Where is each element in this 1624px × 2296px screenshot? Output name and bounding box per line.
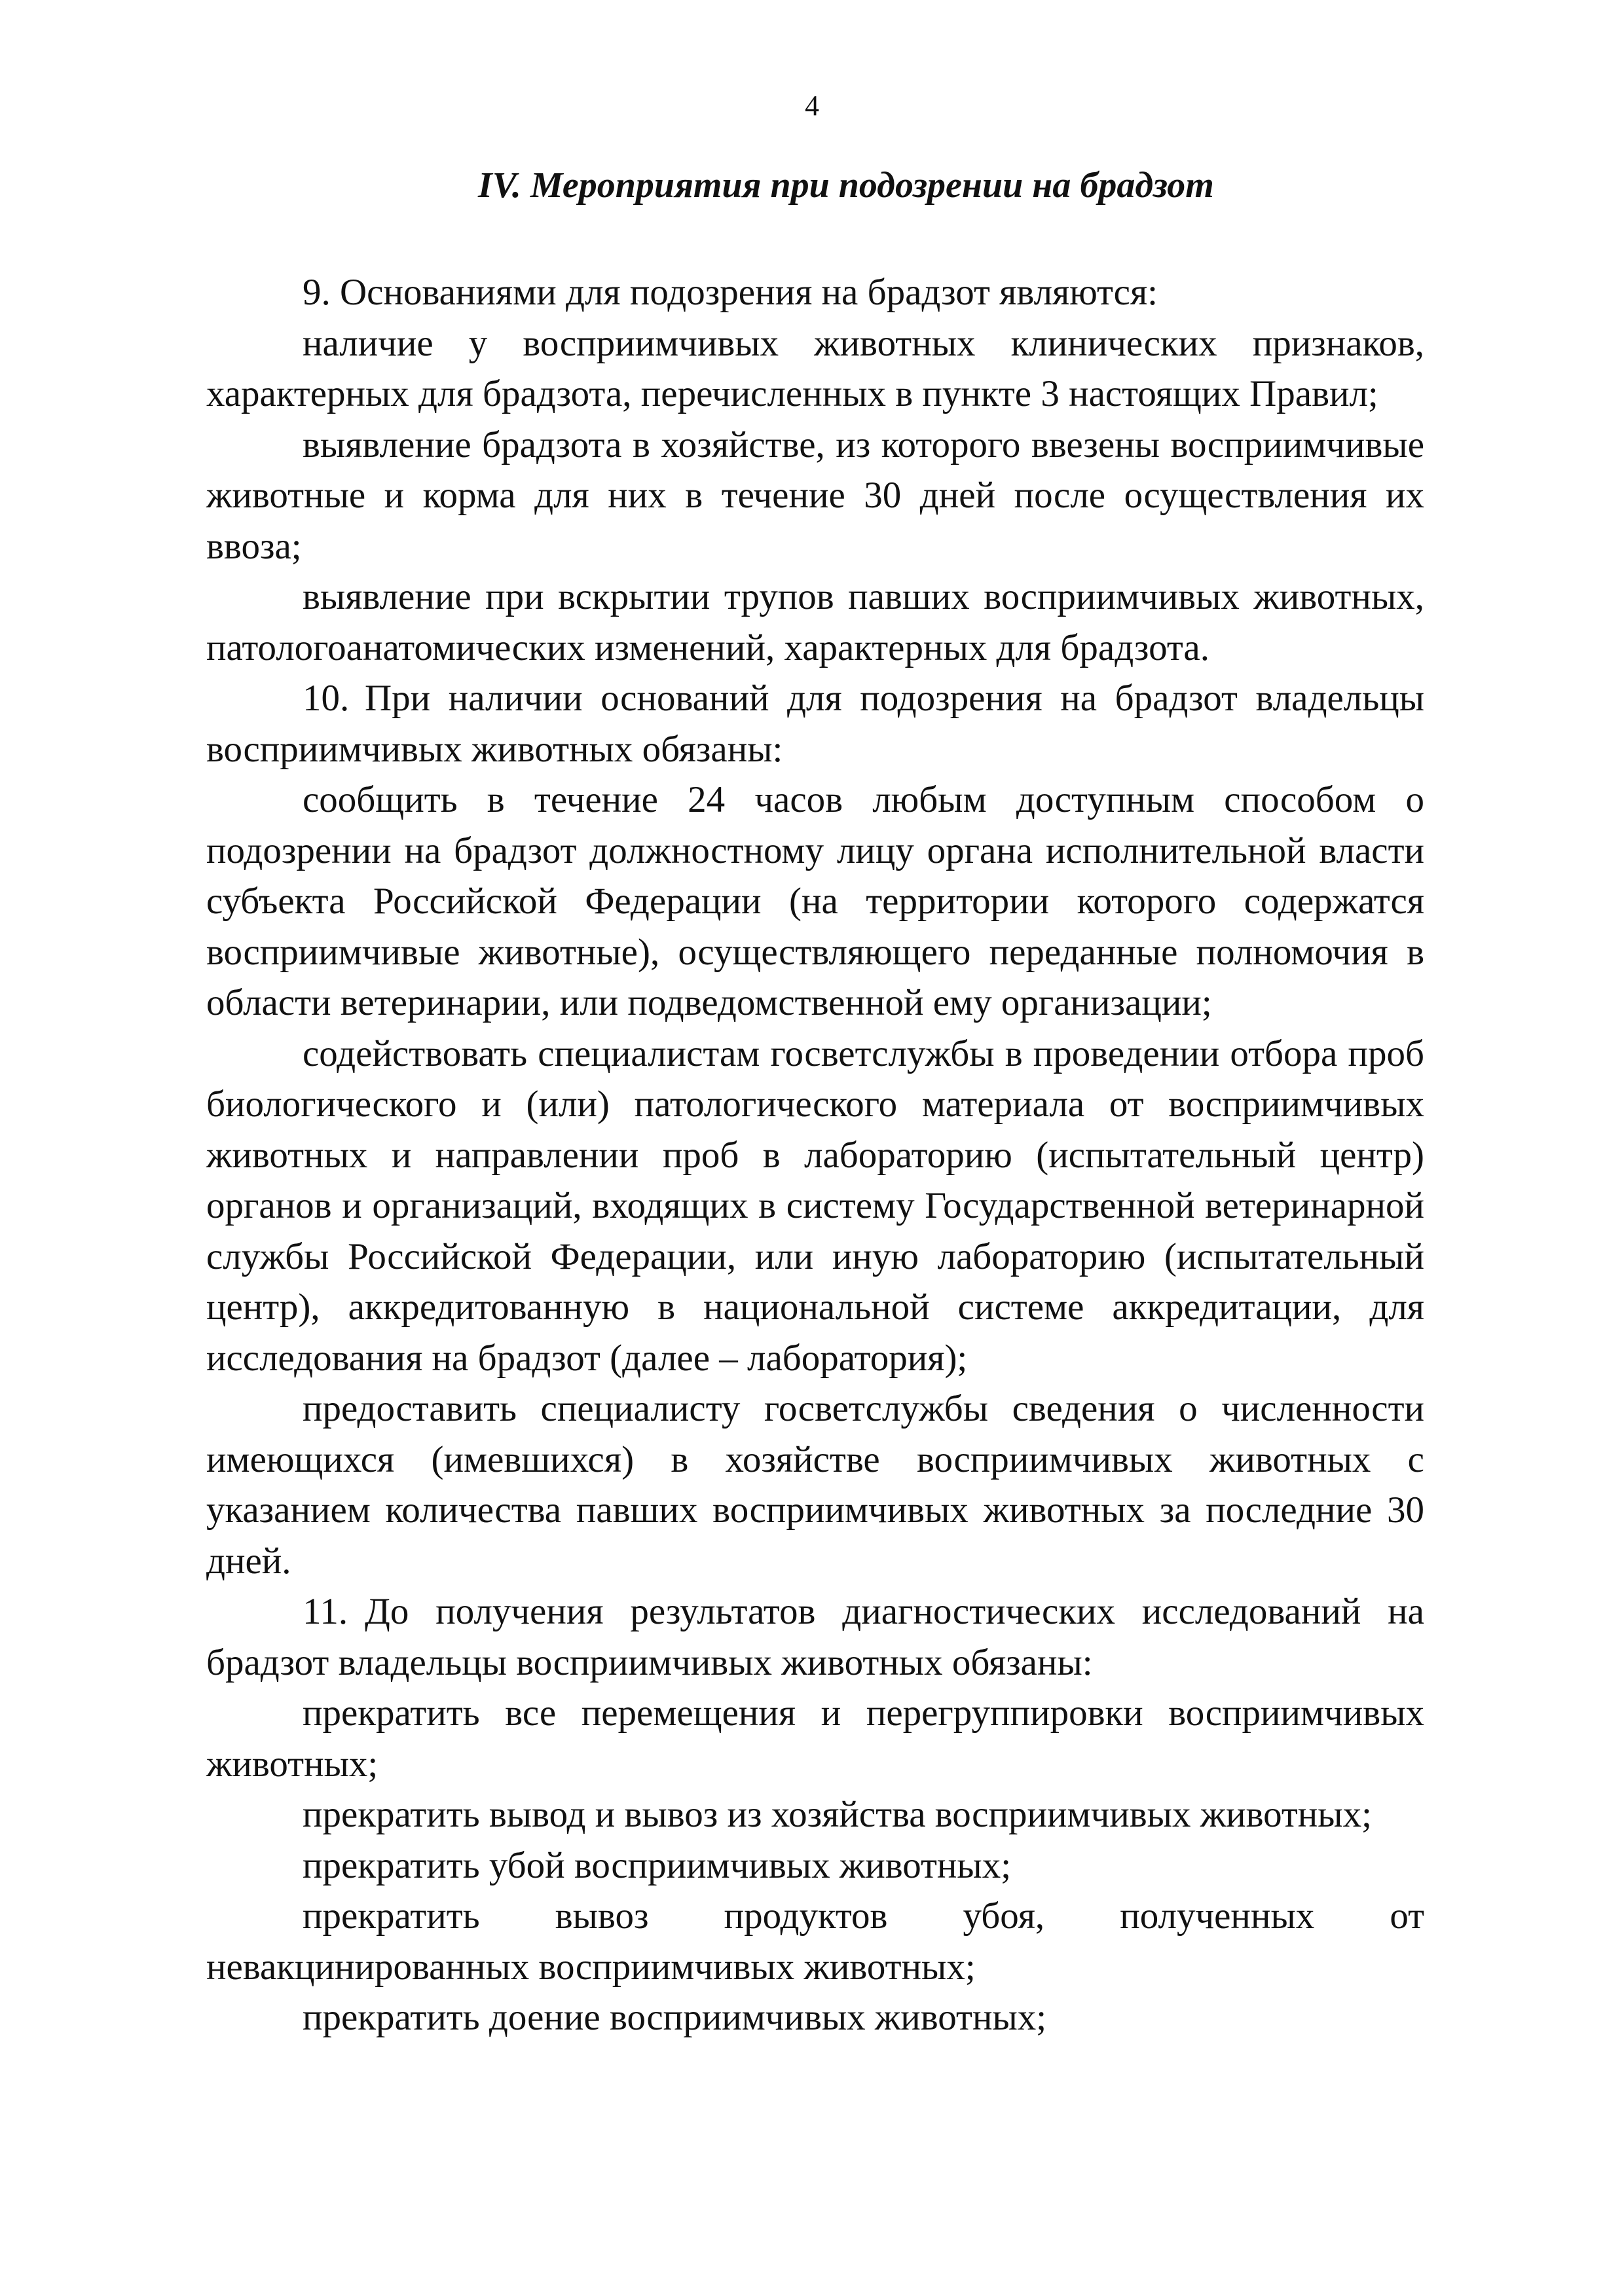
- paragraph-10-item-2: содействовать специалистам госветслужбы в проведении отбора проб биологического и (или) патологического материала от восприимчивых животных и направлении проб в лабораторию (испытательный центр) органов и организаций, входящих в систему Государственной ветеринарной службы Российской Федерации, или иную лабораторию (испытательный центр), аккредитованную в национальной системе аккредитации, для исследования на брадзот (далее – лаборатория);: [206, 1032, 1424, 1379]
- paragraph-10-item-3: предоставить специалисту госветслужбы сведения о численности имеющихся (имевшихся) в хозяйстве восприимчивых животных с указанием количества павших восприимчивых животных за последние 30 дней.: [206, 1388, 1424, 1582]
- page-number: 4: [805, 90, 819, 122]
- paragraph-11-item-5: прекратить доение восприимчивых животных;: [303, 1997, 1047, 2038]
- paragraph-9-item-3: выявление при вскрытии трупов павших восприимчивых животных, патологоанатомических изменений, характерных для брадзота.: [206, 576, 1424, 668]
- paragraph-10-item-1: сообщить в течение 24 часов любым доступным способом о подозрении на брадзот должностному лицу органа исполнительной власти субъекта Российской Федерации (на территории которого содержатся восприимчивые животные), осуществляющего переданные полномочия в области ветеринарии, или подведомственной ему организации;: [206, 779, 1424, 1023]
- document-body: [206, 267, 1424, 2043]
- paragraph-9: 9. Основаниями для подозрения на брадзот являются:: [303, 272, 1158, 313]
- paragraph-11: 11. До получения результатов диагностических исследований на брадзот владельцы восприимчивых животных обязаны:: [206, 1586, 1424, 1688]
- paragraph-11-item-4: прекратить вывоз продуктов убоя, полученных от невакцинированных восприимчивых животных;: [206, 1895, 1424, 1988]
- section-title: IV. Мероприятия при подозрении на брадзот: [478, 165, 1214, 206]
- paragraph-9-item-2: выявление брадзота в хозяйстве, из которого ввезены восприимчивые животные и корма для них в течение 30 дней после осуществления их ввоза;: [206, 424, 1424, 567]
- paragraph-11-item-3: прекратить убой восприимчивых животных;: [303, 1844, 1012, 1886]
- paragraph-9-item-1: наличие у восприимчивых животных клинических признаков, характерных для брадзота, перечисленных в пункте 3 настоящих Правил;: [206, 322, 1424, 414]
- paragraph-11-item-2: прекратить вывод и вывоз из хозяйства восприимчивых животных;: [303, 1794, 1372, 1835]
- paragraph-number: 11.: [303, 1591, 348, 1632]
- paragraph-10: 10. При наличии оснований для подозрения на брадзот владельцы восприимчивых животных обязаны:: [206, 673, 1424, 774]
- paragraph-11-item-1: прекратить все перемещения и перегруппировки восприимчивых животных;: [206, 1692, 1424, 1785]
- paragraph-number: 10.: [303, 678, 350, 719]
